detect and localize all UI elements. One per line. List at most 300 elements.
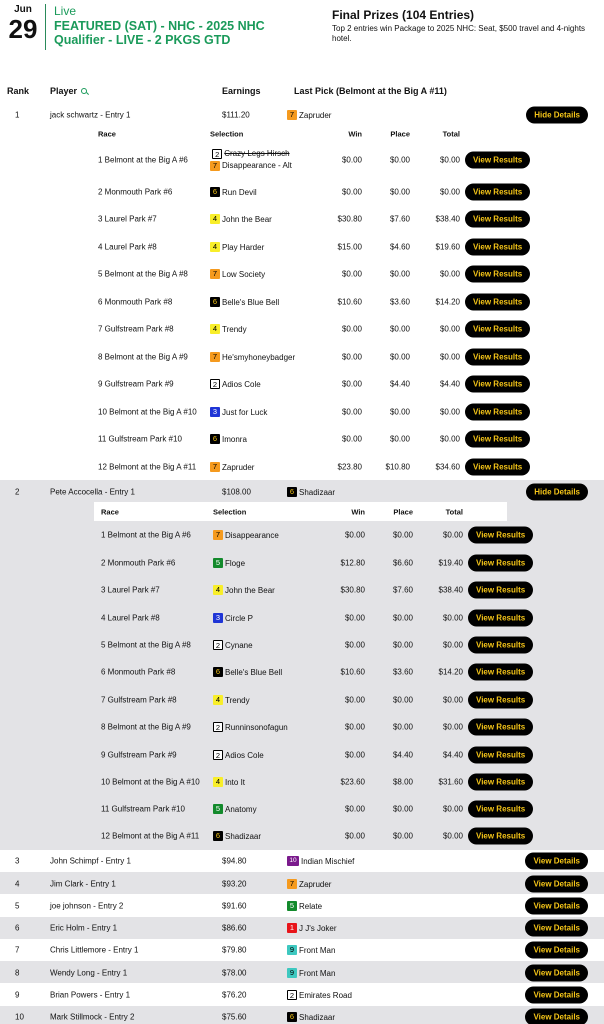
race-selection [210,269,265,279]
horse-name: Floge [225,558,246,568]
total-payout: $31.60 [438,777,463,787]
horse-name: Runninsonofagun [225,722,288,732]
post-position-badge: 2 [213,750,223,760]
entry-rank: 4 [15,879,20,889]
header-divider [45,4,46,50]
horse-name: Zapruder [222,462,255,472]
selection-item [213,831,261,841]
race-name: 9 Gulfstream Park #9 [101,750,177,760]
post-position-badge: 4 [210,214,220,224]
selection-item [213,804,257,814]
total-payout: $0.00 [442,804,463,814]
table-row[interactable] [0,850,604,872]
view-results-button[interactable]: View Results [465,349,530,366]
race-row [98,373,523,395]
horse-name: Relate [299,901,323,911]
race-selection [213,530,279,540]
table-row[interactable] [0,917,604,939]
win-payout: $23.80 [337,462,362,472]
race-name: 7 Gulfstream Park #8 [101,695,177,705]
win-col-header: Win [351,507,365,517]
selection-item [210,379,261,389]
place-payout: $0.00 [389,352,410,362]
race-name: 12 Belmont at the Big A #11 [98,462,197,472]
race-name: 4 Laurel Park #8 [98,242,157,252]
selection-item [213,640,253,650]
total-payout: $0.00 [442,530,463,540]
selection-col-header: Selection [213,507,247,517]
entry-earnings: $76.20 [222,990,247,1000]
selection-item [213,777,245,787]
total-payout: $4.40 [439,379,460,389]
race-name: 6 Monmouth Park #8 [98,297,173,307]
place-payout: $4.40 [392,750,413,760]
table-row[interactable] [0,873,604,895]
race-row [98,208,523,230]
entry-last-pick [287,487,335,497]
view-results-button[interactable]: View Results [468,527,533,544]
race-name: 8 Belmont at the Big A #9 [101,722,191,732]
entry-earnings: $78.00 [222,968,247,978]
place-payout: $0.00 [389,407,410,417]
win-payout: $0.00 [341,352,362,362]
view-details-button[interactable]: View Details [525,920,588,937]
view-details-button[interactable]: View Details [525,987,588,1004]
place-payout: $0.00 [392,530,413,540]
post-position-badge: 2 [212,149,222,159]
selection-item [213,613,253,623]
place-payout: $0.00 [392,695,413,705]
place-payout: $7.60 [389,214,410,224]
win-payout: $0.00 [344,695,365,705]
post-position-badge: 5 [213,558,223,568]
race-selection [213,804,257,814]
post-position-badge: 7 [210,462,220,472]
place-col-header: Place [390,129,410,139]
view-results-button[interactable]: View Results [468,828,533,845]
selection-item [210,242,264,252]
entry-player[interactable]: Mark Stillmock - Entry 2 [50,1012,135,1022]
entry-player[interactable]: Eric Holm - Entry 1 [50,923,118,933]
race-row [98,346,523,368]
entry-last-pick [287,968,335,978]
selection-item [210,324,247,334]
horse-name: Low Society [222,269,266,279]
contest-title: FEATURED (SAT) - NHC - 2025 NHC Qualifier - LIVE - 2 PKGS GTD [54,19,265,47]
place-payout: $0.00 [389,187,410,197]
table-row[interactable] [0,481,604,503]
selection-item [210,214,272,224]
race-name: 1 Belmont at the Big A #6 [101,530,191,540]
race-selection [213,585,275,595]
place-payout: $8.00 [392,777,413,787]
race-row [101,771,526,793]
total-payout: $0.00 [442,640,463,650]
entry-player[interactable]: Jim Clark - Entry 1 [50,879,116,889]
date-day: 29 [8,14,38,44]
horse-name: Disappearance - Alt [222,161,292,170]
horse-name: Shadizaar [299,1012,336,1022]
race-name: 8 Belmont at the Big A #9 [98,352,188,362]
race-selection [213,613,253,623]
race-selection [213,695,250,705]
entry-rank: 3 [15,856,20,866]
place-payout: $3.60 [392,667,413,677]
race-name: 7 Gulfstream Park #8 [98,324,174,334]
contest-date [6,4,40,42]
post-position-badge: 4 [210,324,220,334]
race-row [101,552,526,574]
post-position-badge: 6 [287,487,297,497]
entry-last-pick [287,945,335,955]
view-results-button[interactable]: View Results [468,774,533,791]
race-name: 5 Belmont at the Big A #8 [98,269,188,279]
post-position-badge: 2 [213,722,223,732]
post-position-badge: 4 [213,777,223,787]
post-position-badge: 2 [287,990,297,1000]
total-payout: $4.40 [442,750,463,760]
entry-player[interactable]: Brian Powers - Entry 1 [50,990,131,1000]
table-row[interactable] [0,984,604,1006]
win-payout: $0.00 [341,324,362,334]
horse-name: Belle's Blue Bell [222,297,280,307]
win-payout: $10.60 [337,297,362,307]
selection-col-header: Selection [210,129,244,139]
view-results-button[interactable]: View Results [465,152,530,169]
entry-earnings: $93.20 [222,879,247,889]
race-name: 6 Monmouth Park #8 [101,667,176,677]
win-payout: $15.00 [337,242,362,252]
view-results-button[interactable]: View Results [468,719,533,736]
place-payout: $6.60 [392,558,413,568]
win-payout: $0.00 [344,530,365,540]
post-position-badge: 9 [287,968,297,978]
win-payout: $12.80 [340,558,365,568]
view-results-button[interactable]: View Results [468,582,533,599]
total-payout: $34.60 [435,462,460,472]
view-details-button[interactable]: View Details [525,942,588,959]
race-selection [210,462,254,472]
total-payout: $0.00 [439,352,460,362]
horse-name: Adios Cole [225,750,264,760]
horse-name: John the Bear [225,585,275,595]
view-results-button[interactable]: View Results [468,692,533,709]
table-row[interactable] [0,939,604,961]
race-selection [210,434,247,444]
race-selection [210,379,261,389]
place-payout: $0.00 [389,434,410,444]
win-payout: $0.00 [344,640,365,650]
player-header-label: Player [50,86,78,96]
horse-name: Trendy [222,324,247,334]
race-row [101,744,526,766]
horse-name: Front Man [299,945,336,955]
horse-name: Circle P [225,613,254,623]
total-payout: $0.00 [439,187,460,197]
place-payout: $0.00 [389,155,410,165]
view-results-button[interactable]: View Results [465,239,530,256]
race-row [98,263,523,285]
race-row [101,661,526,683]
horse-name: Play Harder [222,242,265,252]
post-position-badge: 4 [210,242,220,252]
horse-name: Adios Cole [222,379,261,389]
place-payout: $3.60 [389,297,410,307]
selection-item [213,695,250,705]
player-header [50,86,87,96]
race-name: 1 Belmont at the Big A #6 [98,155,188,165]
race-name: 5 Belmont at the Big A #8 [101,640,191,650]
selection-item [210,297,279,307]
race-selection [213,558,245,568]
race-row [101,634,526,656]
earnings-header: Earnings [222,86,261,96]
view-results-button[interactable]: View Results [465,294,530,311]
view-details-button[interactable]: View Details [525,853,588,870]
horse-name: John the Bear [222,214,272,224]
place-payout: $4.40 [389,379,410,389]
race-row [98,291,523,313]
race-table-header [101,501,521,523]
post-position-badge: 7 [210,161,220,171]
post-position-badge: 6 [210,434,220,444]
race-row [101,825,526,847]
view-results-button[interactable]: View Results [465,459,530,476]
entry-last-pick [287,856,354,866]
win-payout: $0.00 [344,804,365,814]
entry-rank: 5 [15,901,20,911]
entry-rank: 9 [15,990,20,1000]
horse-name: He'smyhoneybadger [222,352,296,362]
race-col-header: Race [101,507,119,517]
horse-name: Belle's Blue Bell [225,667,283,677]
view-results-button[interactable]: View Results [465,321,530,338]
entry-rank: 2 [15,487,20,497]
place-payout: $10.80 [385,462,410,472]
entry-last-pick [287,879,331,889]
total-col-header: Total [442,129,460,139]
entry-earnings: $86.60 [222,923,247,933]
win-col-header: Win [348,129,362,139]
post-position-badge: 7 [287,879,297,889]
selection-item [213,750,264,760]
race-row [101,607,526,629]
entry-earnings: $108.00 [222,487,251,497]
race-name: 2 Monmouth Park #6 [98,187,173,197]
race-selection [213,750,264,760]
horse-name: Zapruder [299,879,332,889]
race-row [98,401,523,423]
table-row[interactable] [0,895,604,917]
total-payout: $38.40 [435,214,460,224]
race-col-header: Race [98,129,116,139]
entry-last-pick [287,901,322,911]
race-name: 9 Gulfstream Park #9 [98,379,174,389]
post-position-badge: 5 [213,804,223,814]
race-row [98,428,523,450]
view-results-button[interactable]: View Results [468,610,533,627]
post-position-badge: 5 [287,901,297,911]
race-selection [213,777,245,787]
selection-item [213,585,275,595]
entry-earnings: $91.60 [222,901,247,911]
horse-name: Imonra [222,434,247,444]
entry-rank: 7 [15,945,20,955]
win-payout: $0.00 [344,750,365,760]
search-icon[interactable] [81,88,87,94]
view-results-button[interactable]: View Results [465,184,530,201]
post-position-badge: 6 [210,297,220,307]
race-selection [210,324,247,334]
win-payout: $0.00 [341,434,362,444]
total-payout: $0.00 [439,269,460,279]
view-results-button[interactable]: View Results [468,801,533,818]
horse-name: Cynane [225,640,253,650]
view-results-button[interactable]: View Results [468,747,533,764]
race-row [101,689,526,711]
race-selection [213,831,261,841]
selection-item [213,558,245,568]
post-position-badge: 6 [287,1012,297,1022]
post-position-badge: 2 [210,379,220,389]
view-details-button[interactable]: View Details [525,876,588,893]
place-payout: $0.00 [392,804,413,814]
race-name: 10 Belmont at the Big A #10 [98,407,197,417]
last-pick-header: Last Pick (Belmont at the Big A #11) [294,86,447,96]
post-position-badge: 9 [287,945,297,955]
win-payout: $0.00 [344,831,365,841]
race-selection [213,722,288,732]
race-row [101,524,526,546]
horse-name: Just for Luck [222,407,268,417]
horse-name: Shadizaar [299,487,336,497]
table-row[interactable] [0,962,604,984]
post-position-badge: 6 [213,831,223,841]
prize-info [332,8,602,44]
table-row[interactable] [0,1006,604,1024]
entry-earnings: $94.80 [222,856,247,866]
post-position-badge: 1 [287,923,297,933]
win-payout: $0.00 [341,155,362,165]
race-row [98,456,523,478]
place-payout: $4.60 [389,242,410,252]
entry-earnings: $79.80 [222,945,247,955]
total-payout: $0.00 [439,434,460,444]
selection-item [210,434,247,444]
race-row [101,579,526,601]
horse-name: Shadizaar [225,831,262,841]
total-payout: $0.00 [442,722,463,732]
entry-last-pick [287,923,337,933]
win-payout: $10.60 [340,667,365,677]
horse-name: Run Devil [222,187,257,197]
place-payout: $0.00 [392,722,413,732]
place-col-header: Place [393,507,413,517]
win-payout: $0.00 [341,379,362,389]
entry-player[interactable]: Pete Accocella - Entry 1 [50,487,135,497]
entry-earnings: $75.60 [222,1012,247,1022]
race-selection [210,352,295,362]
race-table-header [98,123,518,145]
horse-name: J J's Joker [299,923,337,933]
entry-player[interactable]: Wendy Long - Entry 1 [50,968,128,978]
total-payout: $0.00 [439,324,460,334]
entry-player[interactable]: joe johnson - Entry 2 [50,901,124,911]
horse-name: Front Man [299,968,336,978]
post-position-badge: 2 [213,640,223,650]
selection-item [210,269,265,279]
place-payout: $0.00 [392,640,413,650]
entry-rank: 10 [15,1012,24,1022]
horse-name: Trendy [225,695,250,705]
horse-name: Disappearance [225,530,279,540]
total-payout: $0.00 [442,695,463,705]
win-payout: $0.00 [341,187,362,197]
view-details-button[interactable]: View Details [525,898,588,915]
selection-item [210,160,292,172]
win-payout: $0.00 [341,269,362,279]
entry-earnings: $111.20 [222,110,250,120]
total-payout: $0.00 [442,613,463,623]
race-row [98,181,523,203]
horse-name: Into It [225,777,246,787]
race-name: 3 Laurel Park #7 [98,214,157,224]
view-results-button[interactable]: View Results [465,266,530,283]
view-results-button[interactable]: View Results [465,211,530,228]
selection-item [210,187,257,197]
race-name: 12 Belmont at the Big A #11 [101,831,200,841]
post-position-badge: 10 [287,856,299,866]
place-payout: $0.00 [389,269,410,279]
view-details-button[interactable]: View Details [525,1009,588,1024]
race-selection [210,297,279,307]
total-col-header: Total [445,507,463,517]
race-row [98,236,523,258]
place-payout: $7.60 [392,585,413,595]
entry-player[interactable]: Chris Littlemore - Entry 1 [50,945,139,955]
total-payout: $0.00 [439,407,460,417]
win-payout: $0.00 [344,722,365,732]
contest-status: Live [54,4,77,18]
post-position-badge: 7 [210,269,220,279]
selection-item [212,148,289,160]
view-details-button[interactable]: View Details [525,965,588,982]
selection-item [213,530,279,540]
scratched-horse-name: Crazy Legs Hirsch [224,149,290,158]
entry-player[interactable]: John Schimpf - Entry 1 [50,856,131,866]
entry-last-pick [287,990,352,1000]
view-results-button[interactable]: View Results [468,664,533,681]
entry-player[interactable]: jack schwartz - Entry 1 [50,110,131,120]
view-results-button[interactable]: View Results [465,376,530,393]
view-results-button[interactable]: View Results [468,555,533,572]
hide-details-button[interactable]: Hide Details [526,107,588,124]
race-name: 11 Gulfstream Park #10 [98,434,182,444]
total-payout: $38.40 [438,585,463,595]
place-payout: $0.00 [392,831,413,841]
win-payout: $30.80 [340,585,365,595]
view-results-button[interactable]: View Results [465,404,530,421]
post-position-badge: 7 [210,352,220,362]
total-payout: $19.40 [438,558,463,568]
race-name: 11 Gulfstream Park #10 [101,804,185,814]
hide-details-button[interactable]: Hide Details [526,484,588,501]
selection-item [210,352,295,362]
selection-item [213,722,288,732]
race-selection [210,214,272,224]
view-results-button[interactable]: View Results [465,431,530,448]
view-results-button[interactable]: View Results [468,637,533,654]
